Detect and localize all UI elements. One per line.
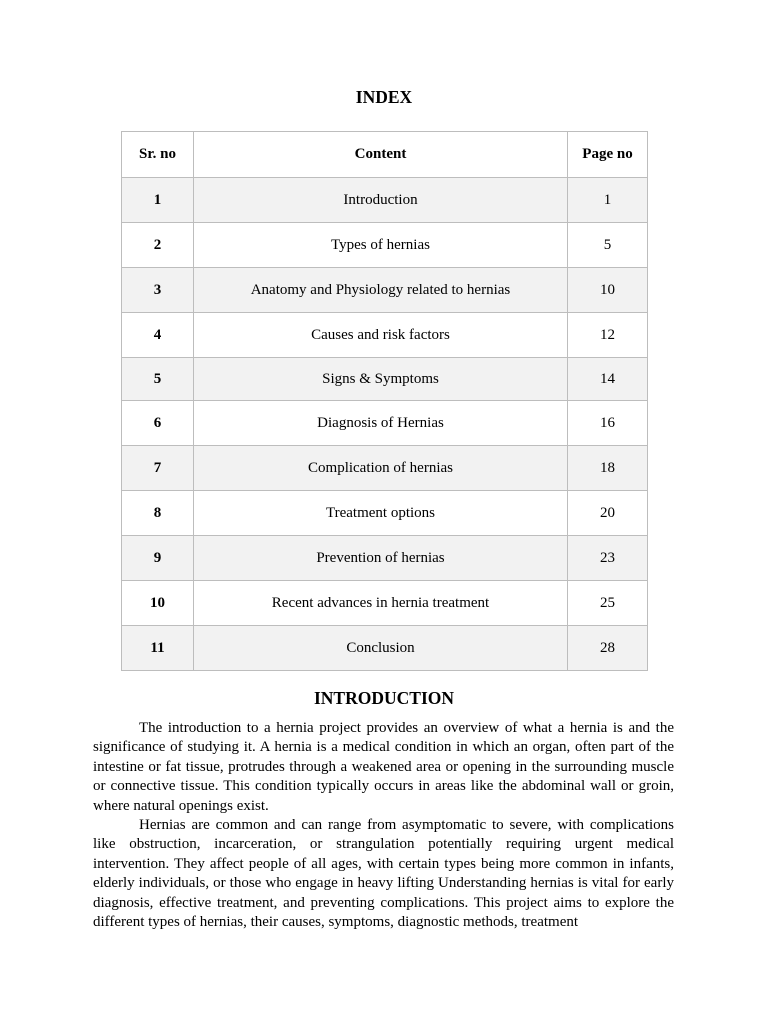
table-row bbox=[122, 491, 648, 536]
row-content: Types of hernias bbox=[194, 223, 568, 268]
row-page-no: 28 bbox=[568, 626, 648, 671]
row-content: Diagnosis of Hernias bbox=[194, 401, 568, 446]
row-content: Introduction bbox=[194, 178, 568, 223]
row-sr-no: 7 bbox=[122, 446, 194, 491]
row-sr-no: 3 bbox=[122, 268, 194, 313]
table-row bbox=[122, 626, 648, 671]
row-sr-no: 6 bbox=[122, 401, 194, 446]
introduction-paragraph: The introduction to a hernia project provides an overview of what a hernia is and the significance of studying it. A hernia is a medical condition in which an organ, often part of the intestine or fat tissue, protrudes through a weakened area or opening in the surrounding muscle or connective tissue. This condition typically occurs in areas like the abdominal wall or groin, where natural openings exist. bbox=[93, 720, 674, 814]
introduction-title: INTRODUCTION bbox=[313, 688, 455, 708]
table-row bbox=[122, 313, 648, 358]
header-content: Content bbox=[194, 132, 568, 178]
row-sr-no: 2 bbox=[122, 223, 194, 268]
row-page-no: 18 bbox=[568, 446, 648, 491]
row-content: Treatment options bbox=[194, 491, 568, 536]
row-page-no: 10 bbox=[568, 268, 648, 313]
row-content: Prevention of hernias bbox=[194, 536, 568, 581]
row-page-no: 5 bbox=[568, 223, 648, 268]
index-table bbox=[121, 131, 648, 671]
row-content: Recent advances in hernia treatment bbox=[194, 581, 568, 626]
row-page-no: 12 bbox=[568, 313, 648, 358]
table-header-row bbox=[122, 132, 648, 178]
row-page-no: 16 bbox=[568, 401, 648, 446]
row-content: Complication of hernias bbox=[194, 446, 568, 491]
table-row bbox=[122, 401, 648, 446]
row-content: Causes and risk factors bbox=[194, 313, 568, 358]
header-page-no: Page no bbox=[568, 132, 648, 178]
table-row bbox=[122, 536, 648, 581]
row-page-no: 1 bbox=[568, 178, 648, 223]
table-row bbox=[122, 358, 648, 401]
row-content: Conclusion bbox=[194, 626, 568, 671]
index-title: INDEX bbox=[355, 87, 413, 107]
row-sr-no: 8 bbox=[122, 491, 194, 536]
row-sr-no: 1 bbox=[122, 178, 194, 223]
table-row bbox=[122, 581, 648, 626]
row-sr-no: 4 bbox=[122, 313, 194, 358]
table-row bbox=[122, 223, 648, 268]
row-sr-no: 10 bbox=[122, 581, 194, 626]
introduction-body bbox=[93, 719, 674, 932]
row-page-no: 14 bbox=[568, 358, 648, 401]
row-sr-no: 5 bbox=[122, 358, 194, 401]
introduction-paragraph: Hernias are common and can range from asymptomatic to severe, with complications like obstruction, incarceration, or strangulation potentially requiring urgent medical intervention. They affect people of all ages, with certain types being more common in infants, elderly individuals, or those who engage in heavy lifting Understanding hernias is vital for early diagnosis, effective treatment, and preventing complications. This project aims to explore the different types of hernias, their causes, symptoms, diagnostic methods, treatment bbox=[93, 817, 674, 931]
row-page-no: 25 bbox=[568, 581, 648, 626]
row-content: Signs & Symptoms bbox=[194, 358, 568, 401]
header-sr-no: Sr. no bbox=[122, 132, 194, 178]
row-page-no: 20 bbox=[568, 491, 648, 536]
table-row bbox=[122, 178, 648, 223]
row-sr-no: 9 bbox=[122, 536, 194, 581]
table-row bbox=[122, 446, 648, 491]
table-row bbox=[122, 268, 648, 313]
row-sr-no: 11 bbox=[122, 626, 194, 671]
row-content: Anatomy and Physiology related to hernias bbox=[194, 268, 568, 313]
row-page-no: 23 bbox=[568, 536, 648, 581]
